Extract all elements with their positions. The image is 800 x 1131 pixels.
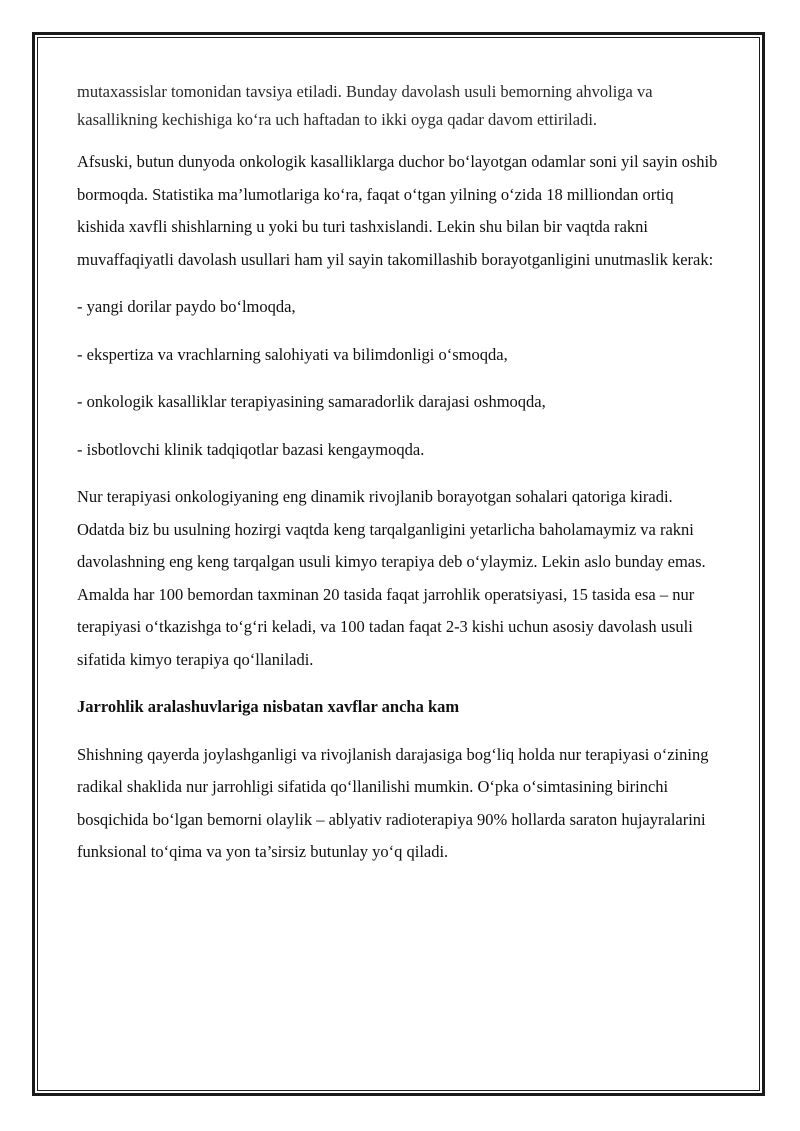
bullet-item: - onkologik kasalliklar terapiyasining samaradorlik darajasi oshmoqda, (77, 392, 546, 411)
paragraph-statistics: Afsuski, butun dunyoda onkologik kasalliklarga duchor bo‘layotgan odamlar soni yil sayin oshib bormoqda. Statistika ma’lumotlariga ko‘ra, faqat o‘tgan yilning o‘zida 18 milliondan ortiq kishida xavfli shishlarning u yoki bu turi tashxislandi. Lekin shu bilan bir vaqtda rakni muvaffaqiyatli davolash usullari ham yil sayin takomillashib borayotganligini unutmaslik kerak: (77, 152, 718, 269)
paragraph-radiosurgery: Shishning qayerda joylashganligi va rivojlanish darajasiga bog‘liq holda nur terapiyasi o‘zining radikal shaklida nur jarrohligi sifatida qo‘llanilishi mumkin. O‘pka o‘simtasining birinchi bosqichida bo‘lgan bemorni olaylik – ablyativ radioterapiya 90% hollarda saraton hujayralarini funksional to‘qima va yon ta’sirsiz butunlay yo‘q qiladi. (77, 744, 709, 861)
bullet-item: - isbotlovchi klinik tadqiqotlar bazasi kengaymoqda. (77, 439, 425, 459)
paragraph-radiotherapy: Nur terapiyasi onkologiyaning eng dinamik rivojlanib borayotgan sohalari qatoriga kiradi. Odatda biz bu usulning hozirgi vaqtda keng tarqalganligini yetarlicha baholamaymiz va rakni davolashning eng keng tarqalgan usuli kimyo terapiya deb o‘ylaymiz. Lekin aslo bunday emas. Amalda har 100 bemordan taxminan 20 tasida faqat jarrohlik operatsiyasi, 15 tasida esa – nur terapiyasi o‘tkazishga to‘g‘ri keladi, va 100 tadan faqat 2-3 kishi uchun asosiy davolash usuli sifatida kimyo terapiya qo‘llaniladi. (77, 487, 706, 669)
document-body (77, 78, 722, 884)
bullet-item: - yangi dorilar paydo bo‘lmoqda, (77, 297, 296, 316)
section-heading: Jarrohlik aralashuvlariga nisbatan xavflar ancha kam (77, 697, 460, 716)
bullet-item: - ekspertiza va vrachlarning salohiyati va bilimdonligi o‘smoqda, (77, 344, 508, 364)
intro-paragraph: mutaxassislar tomonidan tavsiya etiladi. Bunday davolash usuli bemorning ahvoliga va kasallikning kechishiga ko‘ra uch haftadan to ikki oyga qadar davom ettiriladi. (77, 82, 653, 129)
